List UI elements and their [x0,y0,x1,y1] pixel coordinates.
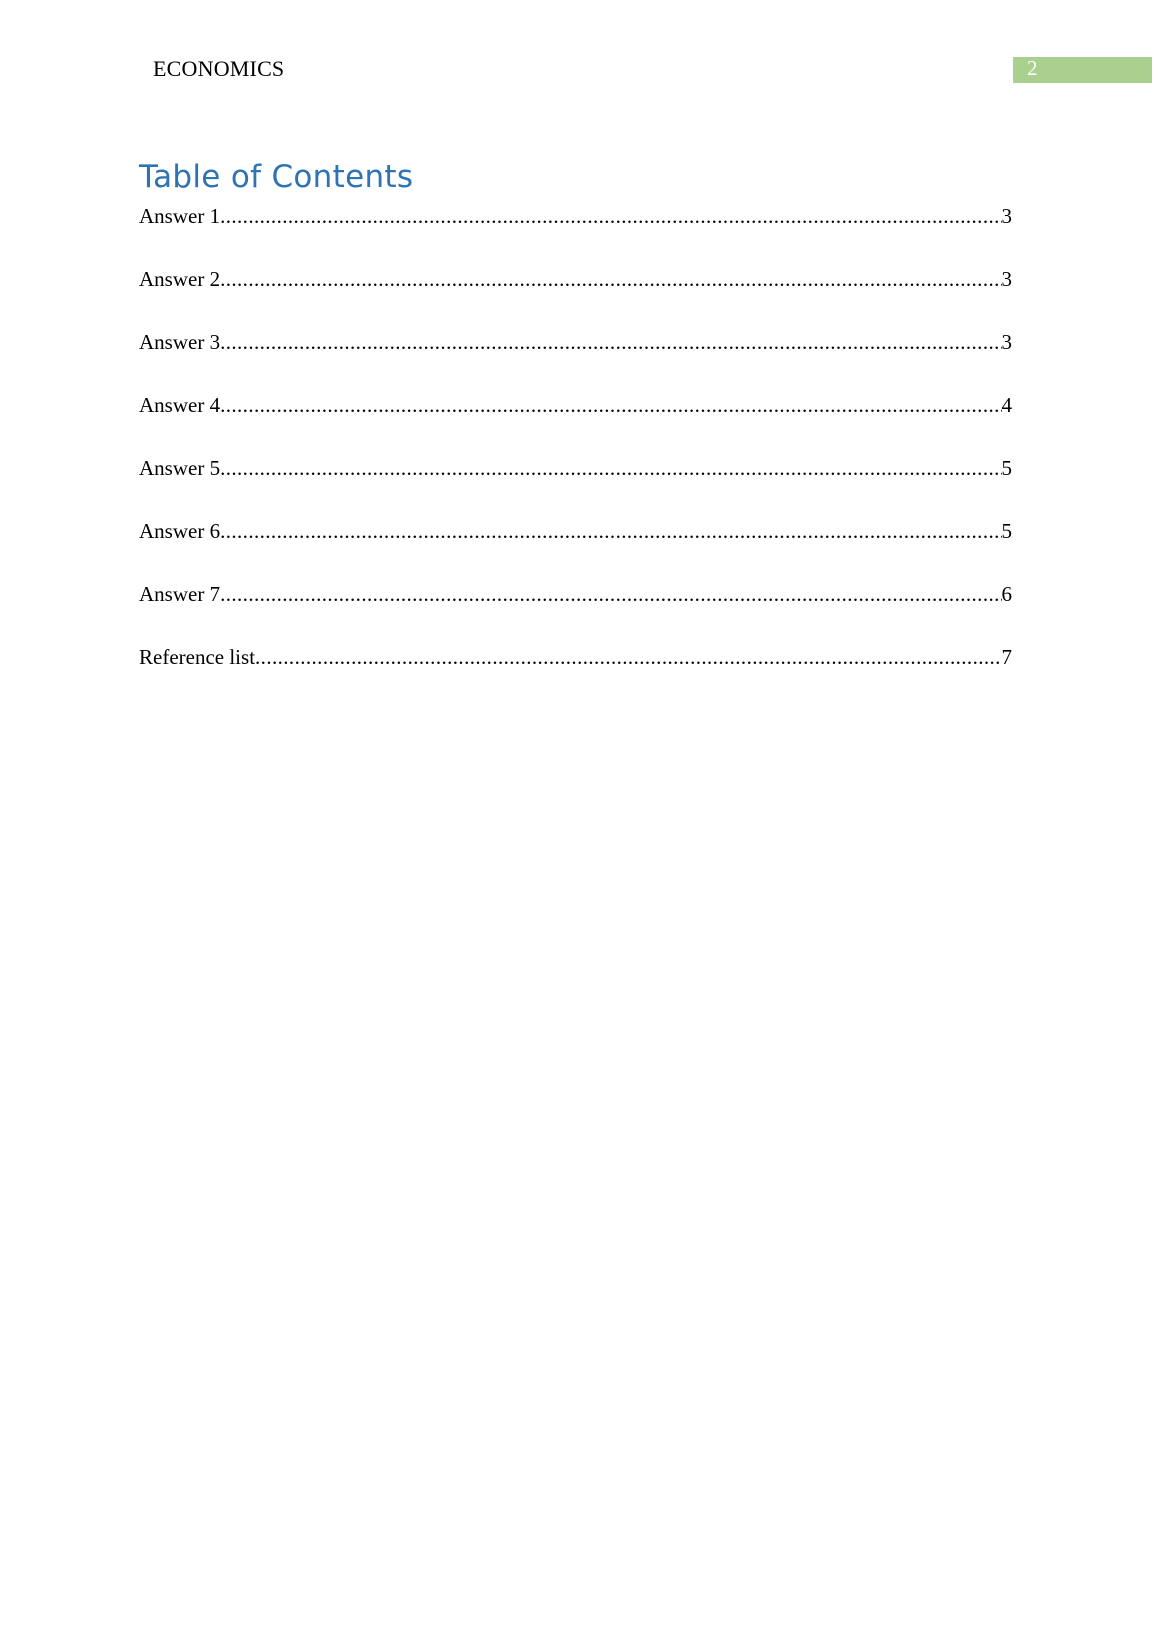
toc-entry-page: 3 [1001,204,1012,228]
toc-entry-answer-4[interactable] [139,389,1012,452]
toc-entry-label: Answer 4 [139,393,221,417]
toc-entry-label: Answer 2 [139,267,221,291]
toc-entry-answer-3[interactable] [139,326,1012,389]
toc-dot-leader [255,641,1001,673]
page-number: 2 [1027,56,1038,80]
toc-entry-label: Answer 6 [139,519,221,543]
toc-entry-page: 6 [1001,582,1012,606]
toc-entry-label: Answer 7 [139,582,221,606]
toc-dot-leader [220,200,1001,232]
toc-dot-leader [220,326,1001,358]
toc-entry-page: 4 [1001,393,1012,417]
toc-dot-leader [220,389,1001,421]
toc-entry-label: Answer 1 [139,204,221,228]
page-number-badge [1013,57,1152,83]
toc-entry-label: Answer 5 [139,456,221,480]
toc-entry-answer-5[interactable] [139,452,1012,515]
toc-dot-leader [220,515,1001,547]
toc-entry-label: Answer 3 [139,330,221,354]
running-header-title: ECONOMICS [153,56,285,81]
toc-entry-page: 5 [1001,456,1012,480]
toc-list [139,200,1012,704]
toc-entry-answer-6[interactable] [139,515,1012,578]
toc-entry-reference-list[interactable] [139,641,1012,704]
toc-entry-page: 5 [1001,519,1012,543]
toc-dot-leader [220,263,1001,295]
toc-entry-page: 3 [1001,330,1012,354]
toc-entry-page: 3 [1001,267,1012,291]
toc-entry-answer-7[interactable] [139,578,1012,641]
toc-heading: Table of Contents [139,159,414,195]
toc-entry-answer-1[interactable] [139,200,1012,263]
toc-dot-leader [220,578,1001,610]
toc-entry-label: Reference list [139,645,256,669]
toc-entry-page: 7 [1001,645,1012,669]
toc-entry-answer-2[interactable] [139,263,1012,326]
toc-dot-leader [220,452,1001,484]
